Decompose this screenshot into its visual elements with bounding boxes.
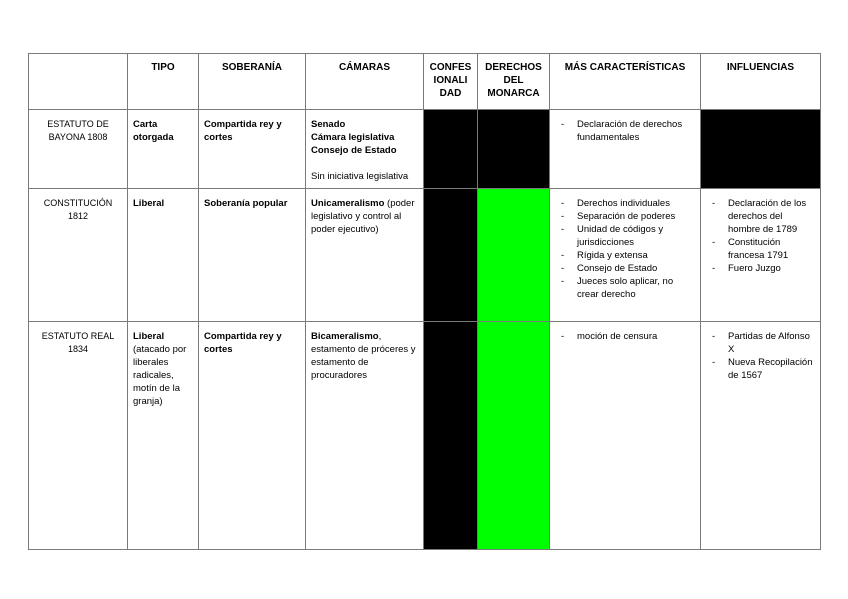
table-row-1834 <box>29 322 821 550</box>
table-row-bayona <box>29 110 821 189</box>
tipo-cell: Carta otorgada <box>128 110 199 189</box>
tipo-bold: Liberal <box>133 331 165 342</box>
header-confesionalidad-line: CONFES <box>429 62 472 73</box>
list-item: - moción de censura <box>555 330 695 343</box>
camara-line: Senado <box>311 119 346 130</box>
camara-line: Consejo de Estado <box>311 145 397 156</box>
list-item: - Partidas de Alfonso X <box>706 330 815 356</box>
list-item: - Jueces solo aplicar, no crear derecho <box>555 275 695 301</box>
row-name-line: 1812 <box>67 211 89 221</box>
derechos-fill <box>478 322 550 550</box>
camara-note: Sin iniciativa legislativa <box>311 171 409 182</box>
soberania-cell: Compartida rey y cortes <box>199 322 306 550</box>
list-item: - Declaración de los derechos del hombre de 1789 <box>706 197 815 236</box>
row-name-line: ESTATUTO REAL <box>41 331 115 341</box>
row-name-line: CONSTITUCIÓN <box>43 198 113 208</box>
camaras-cell <box>306 322 424 550</box>
list-item: - Constitución francesa 1791 <box>706 236 815 262</box>
list-item: - Unidad de códigos y jurisdicciones <box>555 223 695 249</box>
row-name-line: BAYONA 1808 <box>48 132 108 142</box>
header-empty <box>29 54 128 110</box>
header-caracteristicas: MÁS CARACTERÍSTICAS <box>550 54 701 110</box>
soberania-cell: Soberanía popular <box>199 189 306 322</box>
header-influencias: INFLUENCIAS <box>701 54 821 110</box>
list-item: - Derechos individuales <box>555 197 695 210</box>
list-item: - Fuero Juzgo <box>706 262 815 275</box>
row-name <box>29 110 128 189</box>
tipo-cell <box>128 322 199 550</box>
camaras-cell <box>306 110 424 189</box>
derechos-fill <box>478 189 550 322</box>
header-row <box>29 54 821 110</box>
camara-rest: (poder legislativo y control al poder ejecutivo) <box>311 198 415 235</box>
header-soberania: SOBERANÍA <box>199 54 306 110</box>
list-item: - Consejo de Estado <box>555 262 695 275</box>
confesionalidad-fill <box>424 189 478 322</box>
influencias-fill <box>701 110 821 189</box>
list-item: - Separación de poderes <box>555 210 695 223</box>
list-item: - Nueva Recopilación de 1567 <box>706 356 815 382</box>
header-derechos-monarca <box>478 54 550 110</box>
row-name-line: 1834 <box>67 344 89 354</box>
confesionalidad-fill <box>424 322 478 550</box>
caracteristicas-cell <box>550 322 701 550</box>
influencias-cell <box>701 189 821 322</box>
header-confesionalidad-line: IONALI <box>433 75 468 86</box>
header-camaras: CÁMARAS <box>306 54 424 110</box>
header-derechos-line: MONARCA <box>487 88 540 99</box>
header-derechos-line: DERECHOS <box>485 62 542 73</box>
influencias-cell <box>701 322 821 550</box>
constitutions-table <box>28 53 821 550</box>
row-name <box>29 189 128 322</box>
camara-rest: , estamento de próceres y estamento de procuradores <box>311 331 416 381</box>
header-confesionalidad <box>424 54 478 110</box>
row-name-line: ESTATUTO DE <box>47 119 109 129</box>
header-tipo: TIPO <box>128 54 199 110</box>
header-confesionalidad-line: DAD <box>439 88 462 99</box>
header-derechos-line: DEL <box>503 75 524 86</box>
camara-bold: Bicameralismo <box>311 331 379 342</box>
tipo-cell: Liberal <box>128 189 199 322</box>
camara-bold: Unicameralismo <box>311 198 385 209</box>
caracteristicas-cell <box>550 189 701 322</box>
confesionalidad-fill <box>424 110 478 189</box>
derechos-fill <box>478 110 550 189</box>
caracteristicas-cell <box>550 110 701 189</box>
soberania-cell: Compartida rey y cortes <box>199 110 306 189</box>
table-row-1812 <box>29 189 821 322</box>
camara-line: Cámara legislativa <box>311 132 395 143</box>
tipo-rest: (atacado por liberales radicales, motín de la granja) <box>133 344 187 407</box>
list-item: - Rígida y extensa <box>555 249 695 262</box>
list-item: - Declaración de derechos fundamentales <box>555 118 695 144</box>
camaras-cell <box>306 189 424 322</box>
row-name <box>29 322 128 550</box>
